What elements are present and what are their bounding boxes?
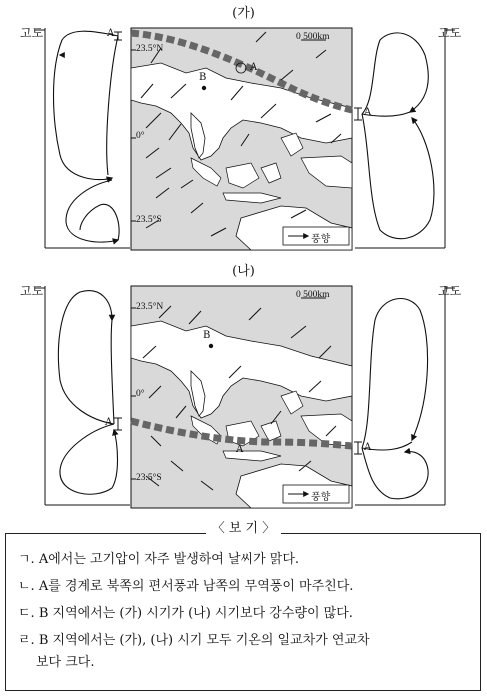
point-a-b: A [236,444,244,455]
point-b-a: B [199,72,207,83]
lat-south-a: 23.5°S [136,215,162,225]
lat-south-b: 23.5°S [136,473,162,483]
altitude-label-right-b: 고도 [438,284,462,298]
lat-north-b: 23.5°N [136,302,164,312]
marker-a-left: A [107,28,115,39]
marker-a-right: A [364,107,372,118]
statement-2: ㄴ. A를 경계로 북쪽의 편서풍과 남쪽의 무역풍이 마주친다. [18,579,354,594]
legend-a: 풍향 [311,234,331,245]
lat-zero-a: 0° [136,131,145,141]
marker-a-left-b: A [105,417,113,428]
statement-1: ㄱ. A에서는 고기압이 자주 발생하여 날씨가 맑다. [18,552,300,567]
altitude-label-left-b: 고도 [20,284,44,298]
point-a-a: A [250,62,258,73]
statement-4-cont: 보다 크다. [36,655,95,670]
statement-4: ㄹ. B 지역에서는 (가), (나) 시기 모두 기온의 일교차가 연교차 [18,633,370,648]
altitude-label-left: 고도 [20,26,44,40]
scale-label-b: 0 500km [296,290,330,300]
scale-label-a: 0 500km [296,32,330,42]
lat-north-a: 23.5°N [136,44,164,54]
altitude-label-right: 고도 [438,26,462,40]
panel-b-title: (나) [232,264,255,279]
legend-b: 풍향 [311,492,331,503]
panel-a-title: (가) [232,6,255,21]
statement-3: ㄷ. B 지역에서는 (가) 시기가 (나) 시기보다 강수량이 많다. [18,606,353,621]
lat-zero-b: 0° [136,389,145,399]
point-b-b: B [203,330,211,341]
bogi-title: 〈 보 기 〉 [0,517,487,536]
marker-a-right-b: A [364,442,372,453]
